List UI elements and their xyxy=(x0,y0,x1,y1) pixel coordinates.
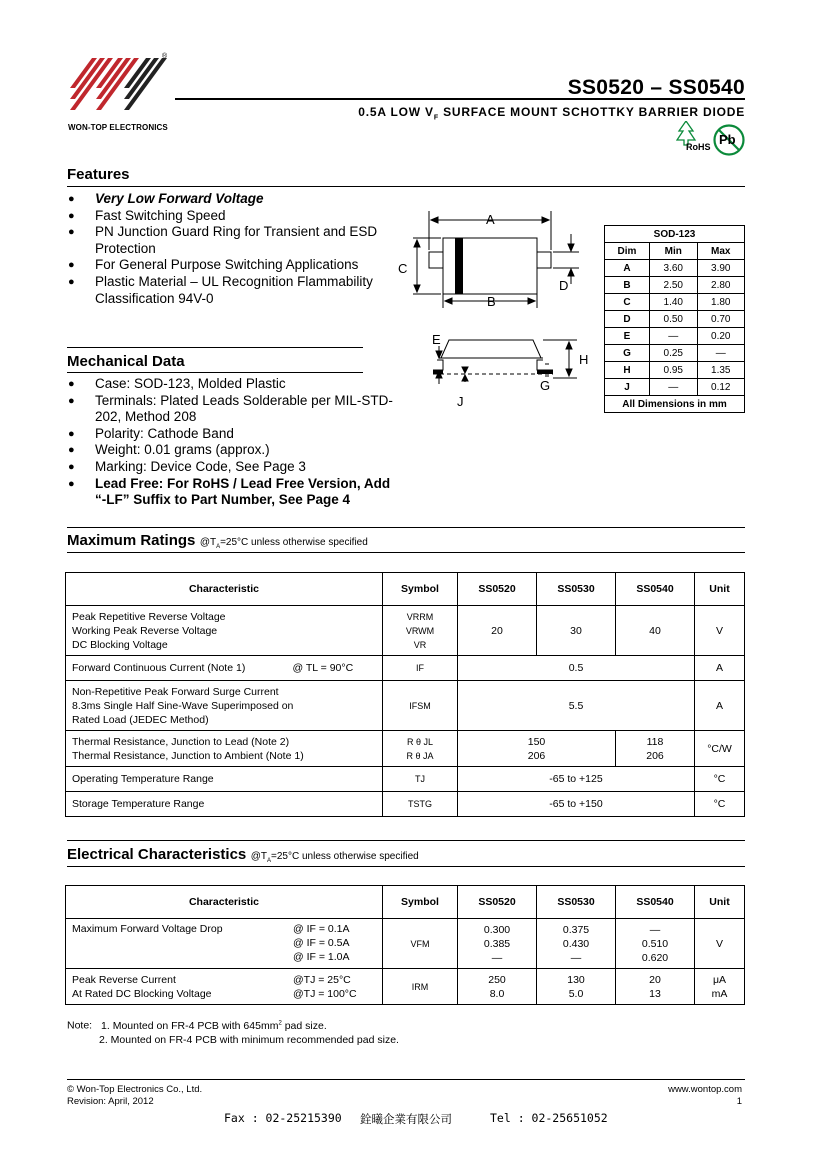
table-row xyxy=(605,277,745,294)
title-rule xyxy=(175,98,745,100)
dim-cell: B xyxy=(605,277,650,294)
dim-cell: 2.50 xyxy=(650,277,698,294)
dim-cell: — xyxy=(650,328,698,345)
note-1: 1. Mounted on FR-4 PCB with $645mm^2$ pad size. xyxy=(101,1019,327,1032)
table-row: Maximum Forward Voltage Drop @ IF = 0.1A @ IF = 0.5A @ IF = 1.0A VFM 0.300 0.385 — 0.375 0.430 — — 0.510 0.620 V xyxy=(66,919,745,969)
table-row xyxy=(605,260,745,277)
dim-label-c: C xyxy=(398,261,408,276)
table-row xyxy=(605,362,745,379)
dim-cell: C xyxy=(605,294,650,311)
dim-cell: J xyxy=(605,379,650,396)
dim-label-h: H xyxy=(579,352,589,367)
table-row: Peak Repetitive Reverse Voltage Working Peak Reverse Voltage DC Blocking Voltage VRRM VRWM VR 20 30 40 V xyxy=(66,606,745,656)
column-header: SS0530 xyxy=(537,886,616,919)
pb-label: Pb xyxy=(719,132,736,147)
dim-label-b: B xyxy=(487,294,496,309)
electrical-top-rule xyxy=(67,840,745,841)
feature-item: ● Fast Switching Speed xyxy=(67,208,387,225)
dim-cell: H xyxy=(605,362,650,379)
table-row: Operating Temperature Range TJ -65 to +125 °C xyxy=(66,767,745,792)
table-row xyxy=(605,294,745,311)
page-number: 1 xyxy=(736,1096,742,1107)
dim-cell: 3.90 xyxy=(697,260,745,277)
table-row xyxy=(605,311,745,328)
dim-header: Dim xyxy=(605,243,650,260)
dim-label-g: G xyxy=(540,378,551,393)
dim-cell: 3.60 xyxy=(650,260,698,277)
table-row: Storage Temperature Range TSTG -65 to +150 °C xyxy=(66,792,745,817)
mechanical-item: ● Polarity: Cathode Band xyxy=(67,426,397,443)
mechanical-rule xyxy=(67,372,363,373)
dim-cell: 0.70 xyxy=(697,311,745,328)
table-row xyxy=(605,328,745,345)
feature-item: ● PN Junction Guard Ring for Transient and ESD Protection xyxy=(67,224,387,257)
dim-cell: 0.12 xyxy=(697,379,745,396)
mechanical-item: ● Weight: 0.01 grams (approx.) xyxy=(67,442,397,459)
page-title: SS0520 – SS0540 xyxy=(567,76,745,99)
revision: Revision: April, 2012 xyxy=(67,1096,154,1107)
lead-free-icon xyxy=(713,124,745,156)
table-row: Non-Repetitive Peak Forward Surge Current 8.3ms Single Half Sine-Wave Superimposed on Rated Load (JEDEC Method) IFSM 5.5 A xyxy=(66,681,745,731)
column-header: Unit xyxy=(695,886,745,919)
mechanical-item: ● Case: SOD-123, Molded Plastic xyxy=(67,376,397,393)
column-header: SS0520 xyxy=(458,886,537,919)
dimensions-table xyxy=(604,225,745,413)
registered-mark: ® xyxy=(162,53,168,60)
electrical-heading: Electrical Characteristics $@T_A=25^\circ C$ unless otherwise specified xyxy=(67,846,419,864)
feature-item: ● For General Purpose Switching Applications xyxy=(67,257,387,274)
table-row: Thermal Resistance, Junction to Lead (Note 2) Thermal Resistance, Junction to Ambient (Note 1) R θ JL R θ JA 150 206 118 206 °C/W xyxy=(66,731,745,767)
footer-rule xyxy=(67,1079,745,1080)
mechanical-list xyxy=(67,376,397,509)
dim-label-a: A xyxy=(486,212,495,227)
dim-cell: 1.40 xyxy=(650,294,698,311)
electrical-table xyxy=(65,885,745,1005)
dim-label-d: D xyxy=(559,278,569,293)
dim-label-e: E xyxy=(432,332,441,347)
dim-cell: E xyxy=(605,328,650,345)
company-name-cn: 銓曦企業有限公司 xyxy=(360,1112,452,1126)
dim-cell: A xyxy=(605,260,650,277)
dim-cell: 1.80 xyxy=(697,294,745,311)
note-2: 2. Mounted on FR-4 PCB with minimum recommended pad size. xyxy=(99,1033,399,1046)
column-header: Characteristic xyxy=(66,573,383,606)
dim-cell: 2.80 xyxy=(697,277,745,294)
notes xyxy=(67,1016,399,1047)
copyright: © Won-Top Electronics Co., Ltd. xyxy=(67,1084,203,1095)
mechanical-item: ● Terminals: Plated Leads Solderable per MIL-STD-202, Method 208 xyxy=(67,393,397,426)
table-row: Peak Reverse Current At Rated DC Blocking Voltage @TJ = 25°C @TJ = 100°C IRM 250 8.0 130 5.0 20 13 μA mA xyxy=(66,969,745,1005)
max-ratings-rule xyxy=(67,552,745,553)
fax-number: Fax : 02-25215390 xyxy=(224,1111,342,1125)
dim-cell: G xyxy=(605,345,650,362)
footer-right xyxy=(668,1084,742,1108)
table-row xyxy=(605,345,745,362)
dimensions-footer: All Dimensions in mm xyxy=(605,396,745,413)
table-row: Forward Continuous Current (Note 1) @ TL = 90°C IF 0.5 A xyxy=(66,656,745,681)
footer-left xyxy=(67,1084,202,1108)
mechanical-top-rule xyxy=(67,347,363,348)
feature-item: ● Plastic Material – UL Recognition Flammability Classification 94V-0 xyxy=(67,274,387,307)
package-name: SOD-123 xyxy=(605,226,745,243)
website-link[interactable]: www.wontop.com xyxy=(668,1084,742,1095)
max-ratings-table xyxy=(65,572,745,817)
table-row xyxy=(605,379,745,396)
dim-header: Max xyxy=(697,243,745,260)
dim-cell: 0.95 xyxy=(650,362,698,379)
features-list xyxy=(67,191,387,307)
dim-cell: 0.50 xyxy=(650,311,698,328)
column-header: Characteristic xyxy=(66,886,383,919)
electrical-rule xyxy=(67,866,745,867)
rohs-icon xyxy=(676,121,712,155)
column-header: SS0540 xyxy=(616,886,695,919)
brand-name: WON-TOP ELECTRONICS xyxy=(68,123,168,132)
column-header: SS0530 xyxy=(537,573,616,606)
max-ratings-heading: Maximum Ratings $@T_A=25^\circ C$ unless otherwise specified xyxy=(67,532,368,550)
column-header: Unit xyxy=(695,573,745,606)
features-heading: Features xyxy=(67,166,130,183)
notes-label: Note: xyxy=(67,1019,93,1032)
column-header: SS0540 xyxy=(616,573,695,606)
page-subtitle: 0.5A LOW $V_F$ SURFACE MOUNT SCHOTTKY BARRIER DIODE xyxy=(358,105,745,122)
features-rule xyxy=(67,186,745,187)
tel-number: Tel : 02-25651052 xyxy=(490,1111,608,1125)
column-header: SS0520 xyxy=(458,573,537,606)
dim-cell: 0.20 xyxy=(697,328,745,345)
dim-label-j: J xyxy=(457,394,464,409)
column-header: Symbol xyxy=(383,886,458,919)
dim-cell: D xyxy=(605,311,650,328)
dim-cell: 1.35 xyxy=(697,362,745,379)
dim-header: Min xyxy=(650,243,698,260)
column-header: Symbol xyxy=(383,573,458,606)
mechanical-item: ● Lead Free: For RoHS / Lead Free Version, Add “-LF” Suffix to Part Number, See Page 4 xyxy=(67,476,397,509)
rohs-label: RoHS xyxy=(686,142,711,152)
dim-cell: — xyxy=(650,379,698,396)
won-top-logo xyxy=(66,52,170,122)
dim-cell: 0.25 xyxy=(650,345,698,362)
mechanical-item: ● Marking: Device Code, See Page 3 xyxy=(67,459,397,476)
dim-cell: — xyxy=(697,345,745,362)
feature-item: ● Very Low Forward Voltage xyxy=(67,191,387,208)
max-ratings-top-rule xyxy=(67,527,745,528)
package-outline-diagram xyxy=(395,206,595,416)
mechanical-heading: Mechanical Data xyxy=(67,353,185,370)
